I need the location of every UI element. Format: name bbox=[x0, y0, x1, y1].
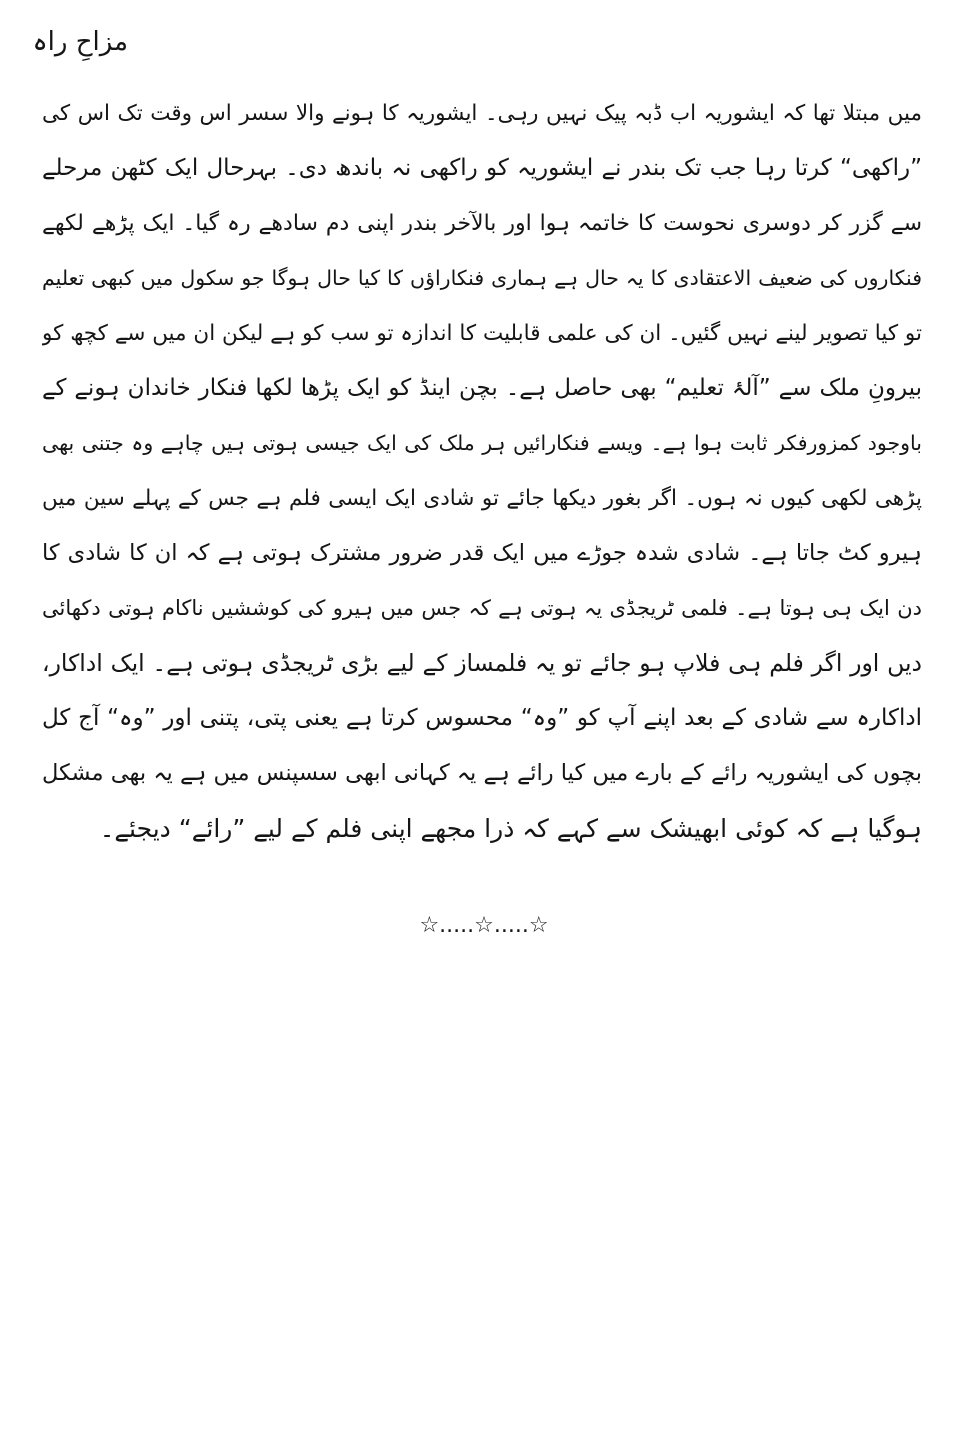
star-ornament-divider: ☆.....☆.....☆ bbox=[419, 913, 549, 938]
text-line: بچوں کی ایشوریہ رائے کے بارے میں کیا رائے ہے یہ کہانی ابھی سسپنس میں ہے یہ بھی مشکل bbox=[42, 760, 922, 786]
text-line: میں مبتلا تھا کہ ایشوریہ اب ڈبہ پیک نہیں رہی۔ ایشوریہ کا ہونے والا سسر اس وقت تک اس کی bbox=[42, 101, 922, 126]
text-line: دیں اور اگر فلم ہی فلاپ ہو جائے تو یہ فلمساز کے لیے بڑی ٹریجڈی ہوتی ہے۔ ایک اداکار، bbox=[42, 649, 922, 677]
text-line: دن ایک ہی ہوتا ہے۔ فلمی ٹریجڈی یہ ہوتی ہے کہ جس میں ہیرو کی کوششیں ناکام ہوتی دکھائی bbox=[42, 596, 922, 620]
body-paragraph bbox=[42, 86, 922, 856]
running-head: مزاحِ راہ bbox=[32, 27, 128, 57]
text-line: فنکاروں کی ضعیف الاعتقادی کا یہ حال ہے ہماری فنکاراؤں کا کیا حال ہوگا جو سکول میں کبھی تعلیم bbox=[42, 266, 922, 290]
text-line: ”راکھی“ کرتا رہا جب تک بندر نے ایشوریہ کو راکھی نہ باندھ دی۔ بہرحال ایک کٹھن مرحلے bbox=[42, 155, 922, 181]
text-line: اداکارہ سے شادی کے بعد اپنے آپ کو ”وہ“ محسوس کرتا ہے یعنی پتی، پتنی اور ”وہ“ آج کل bbox=[42, 705, 922, 731]
text-line-last: ہوگیا ہے کہ کوئی ابھیشک سے کہے کہ ذرا مجھے اپنی فلم کے لیے ”رائے“ دیجئے۔ bbox=[99, 814, 922, 843]
text-line: پڑھی لکھی کیوں نہ ہوں۔ اگر بغور دیکھا جائے تو شادی ایک ایسی فلم ہے جس کے پہلے سین میں bbox=[42, 486, 922, 511]
text-line: سے گزر کر دوسری نحوست کا خاتمہ ہوا اور بالآخر بندر اپنی دم سادھے رہ گیا۔ ایک پڑھے لکھے bbox=[42, 211, 922, 236]
text-line: ہیرو کٹ جاتا ہے۔ شادی شدہ جوڑے میں ایک قدر ضرور مشترک ہوتی ہے کہ ان کا شادی کا bbox=[42, 540, 922, 566]
text-line: بیرونِ ملک سے ”آلۂ تعلیم“ بھی حاصل ہے۔ بچن اینڈ کو ایک پڑھا لکھا فنکار خاندان ہونے کے bbox=[42, 375, 922, 401]
text-line: تو کیا تصویر لینے نہیں گئیں۔ ان کی علمی قابلیت کا اندازہ تو سب کو ہے لیکن ان میں سے کچھ کو bbox=[42, 321, 922, 346]
text-line: باوجود کمزورفکر ثابت ہوا ہے۔ ویسے فنکارائیں ہر ملک کی ایک جیسی ہوتی ہیں چاہے وہ جتنی بھی bbox=[42, 431, 922, 455]
